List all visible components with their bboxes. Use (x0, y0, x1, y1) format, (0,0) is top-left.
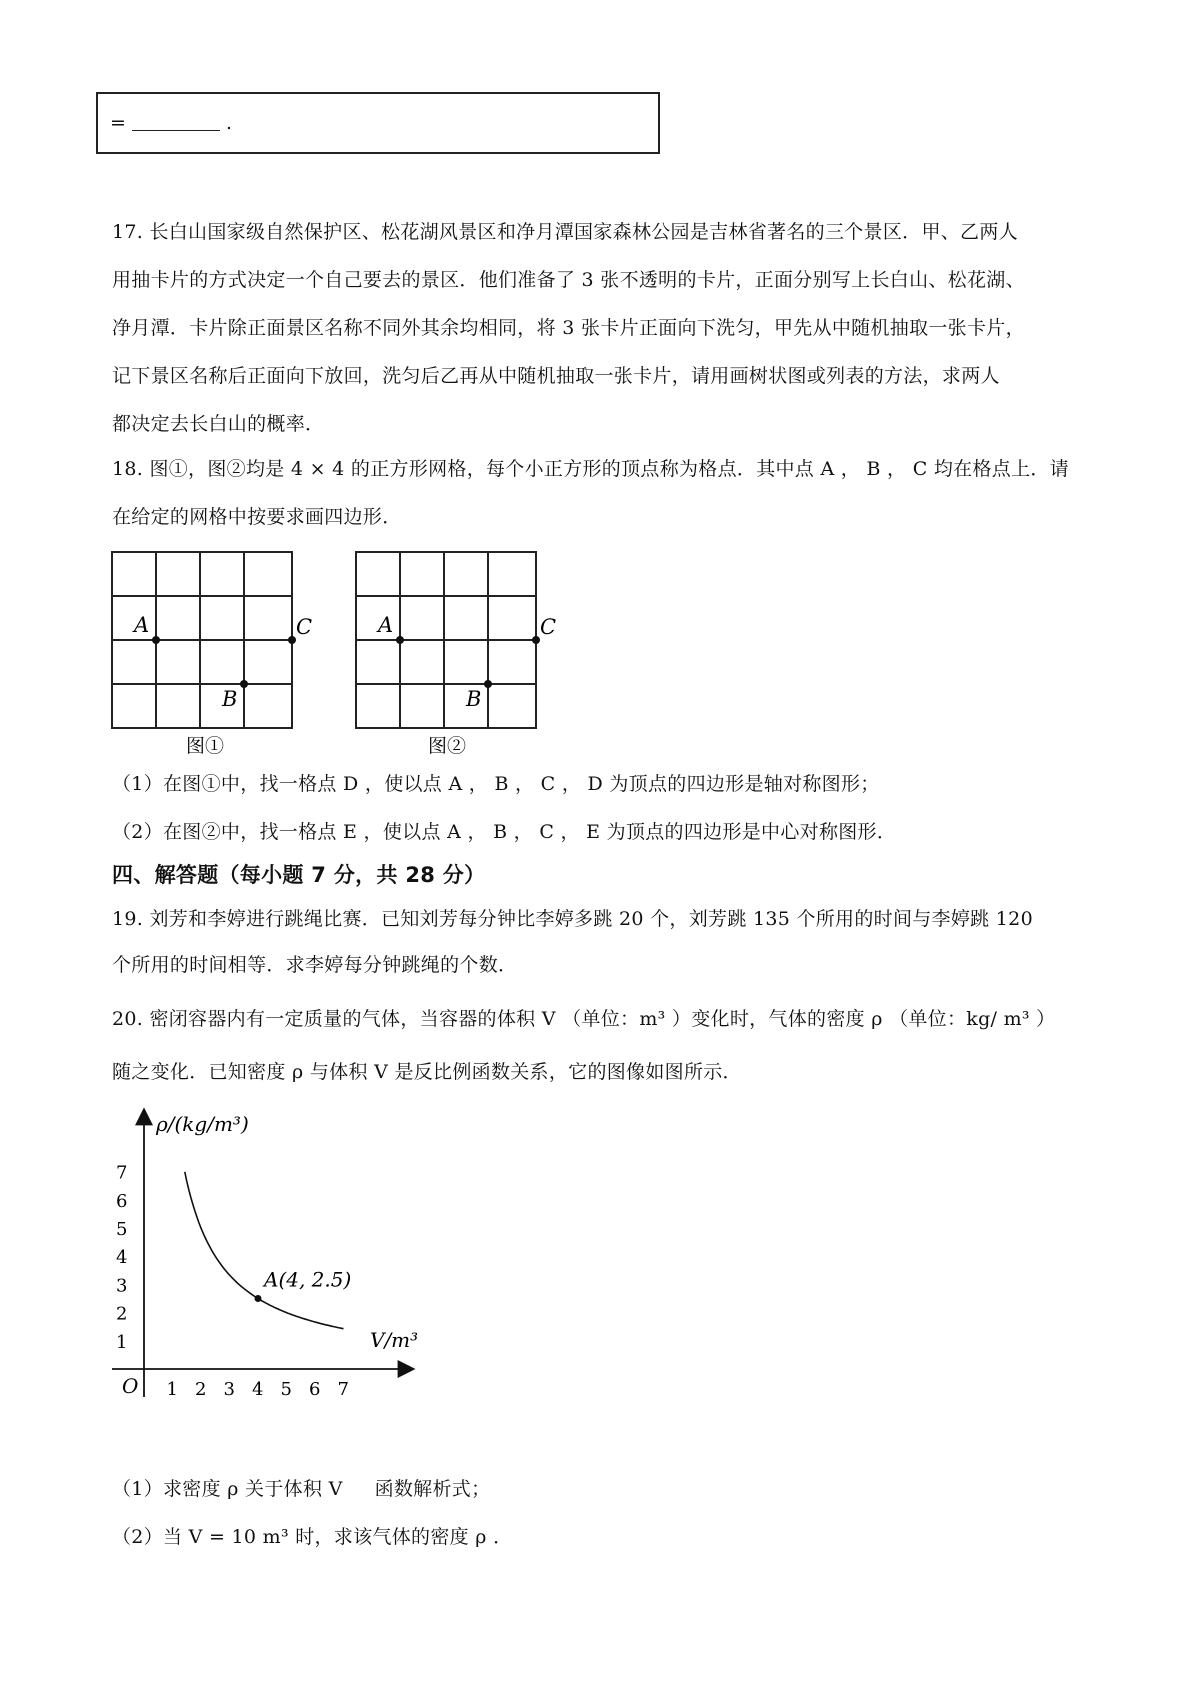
q20-line-1: 20. 密闭容器内有一定质量的气体，当容器的体积 V （单位：m³ ）变化时，气体的密度 ρ （单位：kg/ m³ ） (112, 1008, 1056, 1030)
x-tick-label: 7 (337, 1379, 349, 1400)
q20-part-1: （1）求密度 ρ 关于体积 V 函数解析式； (112, 1478, 491, 1500)
point-b-dot (240, 680, 248, 688)
q19-line-1: 19. 刘芳和李婷进行跳绳比赛．已知刘芳每分钟比李婷多跳 20 个，刘芳跳 135 个所用的时间与李婷跳 120 (112, 908, 1033, 930)
point-a-coord-label: A(4, 2.5) (264, 1267, 352, 1292)
y-axis-label: ρ/(kg/m³) (156, 1112, 249, 1136)
section-heading: 四、解答题（每小题 7 分，共 28 分） (112, 863, 486, 887)
point-a-label: A (378, 613, 394, 637)
point-a-dot (152, 636, 160, 644)
answer-blank[interactable] (132, 110, 220, 131)
point-c-dot (288, 636, 296, 644)
y-tick-label: 7 (116, 1162, 128, 1184)
point-a-marker (255, 1295, 262, 1302)
answer-box (96, 92, 660, 154)
x-tick-label: 3 (223, 1379, 235, 1400)
grid-1-caption: 图① (186, 735, 225, 757)
point-c-dot (532, 636, 540, 644)
x-tick-label: 2 (195, 1379, 207, 1400)
x-axis-label: V/m³ (370, 1328, 419, 1352)
grid-figure-2 (352, 548, 572, 758)
q19-line-2: 个所用的时间相等．求李婷每分钟跳绳的个数． (112, 954, 518, 976)
q17-line-4: 记下景区名称后正面向下放回，洗匀后乙再从中随机抽取一张卡片，请用画树状图或列表的方法，求两人 (112, 365, 1000, 387)
point-a-label: A (134, 613, 150, 637)
x-tick-label: 1 (166, 1379, 178, 1400)
q17-line-5: 都决定去长白山的概率． (112, 413, 325, 435)
point-c-label: C (540, 615, 557, 639)
origin-label: O (122, 1374, 139, 1398)
q17-line-2: 用抽卡片的方式决定一个自己要去的景区．他们准备了 3 张不透明的卡片，正面分别写上长白山、松花湖、 (112, 269, 1025, 291)
q18-part-1: （1）在图①中，找一格点 D ，使以点 A ， B ， C ， D 为顶点的四边形是轴对称图形； (112, 773, 880, 795)
grid-figure-1 (108, 548, 328, 758)
y-tick-label: 1 (116, 1331, 128, 1353)
y-tick-label: 5 (116, 1219, 128, 1240)
point-c-label: C (296, 615, 313, 639)
x-tick-label: 4 (252, 1379, 264, 1400)
y-tick-label: 6 (116, 1190, 128, 1212)
point-a-dot (396, 636, 404, 644)
x-tick-label: 5 (280, 1379, 292, 1400)
q18-part-2: （2）在图②中，找一格点 E ，使以点 A ， B ， C ， E 为顶点的四边形是中心对称图形． (112, 821, 897, 843)
point-b-label: B (222, 687, 238, 711)
q18-line-1: 18. 图①，图②均是 4 × 4 的正方形网格，每个小正方形的顶点称为格点．其中点 A ， B ， C 均在格点上．请 (112, 458, 1069, 480)
q18-line-2: 在给定的网格中按要求画四边形． (112, 506, 402, 528)
q17-line-3: 净月潭．卡片除正面景区名称不同外其余均相同，将 3 张卡片正面向下洗匀，甲先从中随机抽取一张卡片， (112, 317, 1025, 339)
period: . (226, 112, 233, 134)
y-tick-label: 3 (116, 1275, 128, 1297)
y-tick-label: 4 (116, 1247, 128, 1269)
point-b-dot (484, 680, 492, 688)
q17-line-1: 17. 长白山国家级自然保护区、松花湖风景区和净月潭国家森林公园是吉林省著名的三个景区．甲、乙两人 (112, 221, 1018, 243)
q20-part-2: （2）当 V = 10 m³ 时，求该气体的密度 ρ ． (112, 1526, 513, 1548)
x-tick-label: 6 (309, 1379, 321, 1400)
density-volume-graph (100, 1105, 430, 1405)
inverse-proportional-curve (185, 1172, 344, 1329)
y-tick-label: 2 (116, 1303, 128, 1325)
q20-line-2: 随之变化．已知密度 ρ 与体积 V 是反比例函数关系，它的图像如图所示． (112, 1061, 742, 1083)
equals-sign: = (110, 112, 126, 134)
grid-2-caption: 图② (428, 735, 467, 757)
point-b-label: B (466, 687, 482, 711)
